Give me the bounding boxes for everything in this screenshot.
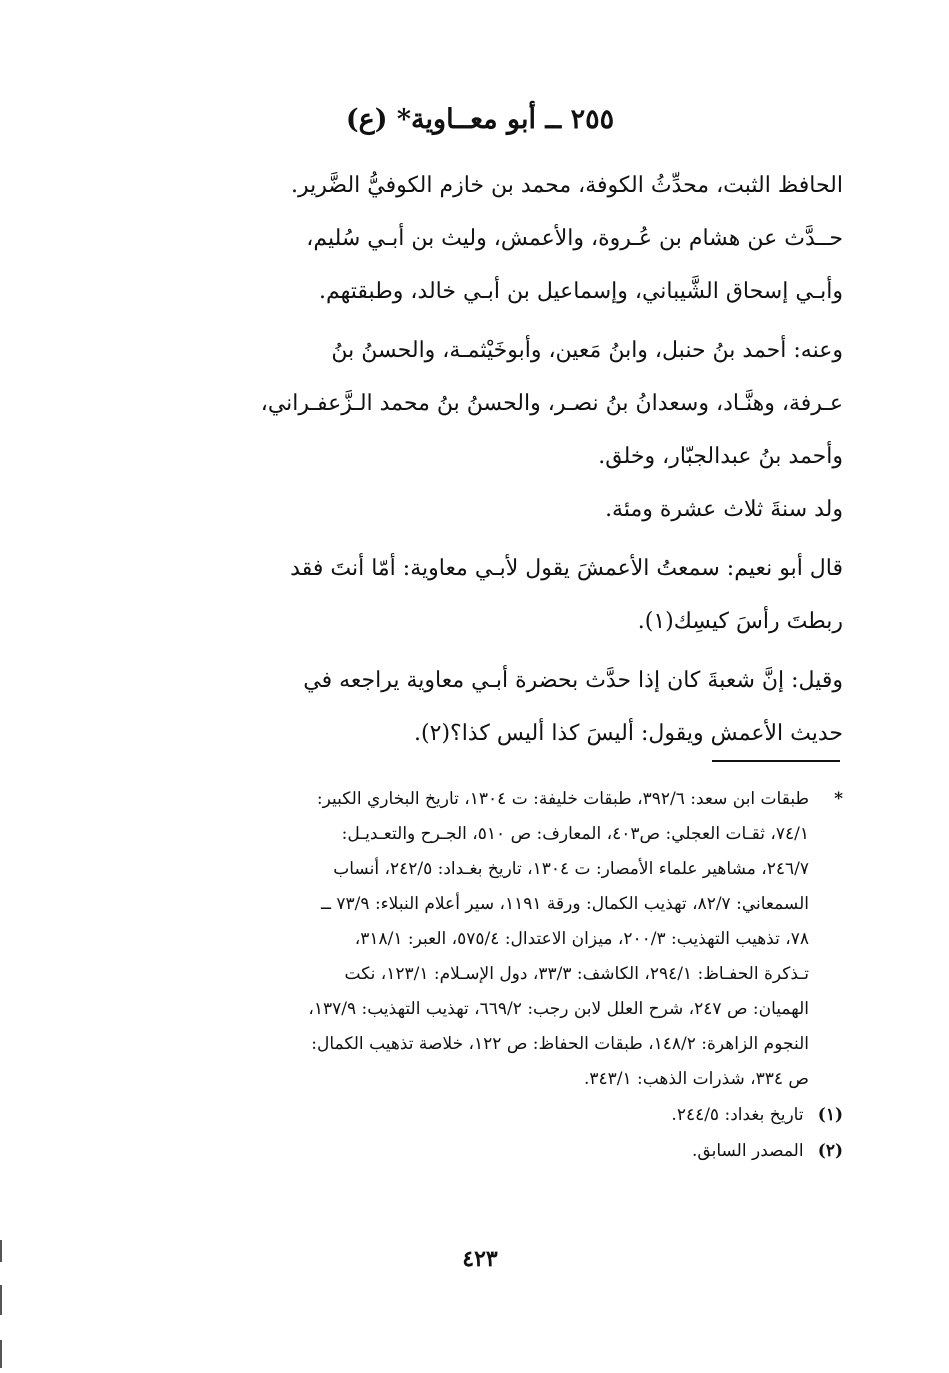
scan-edge-mark (0, 1240, 2, 1262)
text-line: قال أبو نعيم: سمعتُ الأعمشَ يقول لأبـي معاوية: أمّا أنتَ فقد (290, 556, 843, 581)
text-line: عـرفة، وهنَّـاد، وسعدانُ بنُ نصـر، والحسنُ بنُ محمد الـزَّعفـراني، (260, 391, 843, 416)
source-line: النجوم الزاهرة: ١٤٨/٢، طبقات الحفاظ: ص ١٢٢، خلاصة تذهيب الكمال: (311, 1034, 809, 1054)
footnote-text: تاريخ بغداد: ٢٤٤/٥. (671, 1105, 804, 1125)
text-line: وقيل: إنَّ شعبةَ كان إذا حدَّث بحضرة أبـي معاوية يراجعه في (303, 668, 843, 693)
paragraph-shuba (113, 654, 843, 760)
text-line: الحافظ الثبت، محدِّثُ الكوفة، محمد بن خازم الكوفيُّ الضَّرير. (291, 173, 843, 198)
asterisk-marker: * (834, 789, 843, 809)
paragraph-birth (113, 483, 843, 536)
paragraph-description (113, 159, 843, 212)
source-line: ٧٨، تذهيب التهذيب: ٢٠٠/٣، ميزان الاعتدال: ٥٧٥/٤، العبر: ٣١٨/١، (354, 929, 809, 949)
text-line: وأحمد بنُ عبدالجبّار، وخلق. (598, 444, 843, 469)
footnotes (101, 782, 843, 1169)
source-line: ٧٤/١، ثقـات العجلي: ص٤٠٣، المعارف: ص ٥١٠، الجـرح والتعـديـل: (341, 824, 809, 844)
footnote-divider (712, 760, 840, 762)
source-line: ٢٤٦/٧، مشاهير علماء الأمصار: ت ١٣٠٤، تاريخ بغـداد: ٢٤٢/٥، أنساب (333, 859, 809, 879)
footnote-number: (٢) (817, 1141, 843, 1161)
footnote-number: (١) (817, 1105, 843, 1125)
source-line (101, 782, 843, 817)
text-line: ولد سنةَ ثلاث عشرة ومئة. (605, 497, 843, 522)
text-line: حديث الأعمش ويقول: أليسَ كذا أليس كذا؟(٢). (414, 721, 843, 746)
source-text: طبقات ابن سعد: ٣٩٢/٦، طبقات خليفة: ت ١٣٠٤، تاريخ البخاري الكبير: (316, 789, 809, 809)
text-line: وعنه: أحمد بنُ حنبل، وابنُ مَعين، وأبوخَيْثمـة، والحسنُ بنُ (331, 338, 843, 363)
text-line: وأبـي إسحاق الشَّيباني، وإسماعيل بن أبـي خالد، وطبقتهم. (319, 279, 843, 304)
paragraph-students (113, 324, 843, 483)
paragraph-abu-nuaim (113, 542, 843, 648)
source-line: ص ٣٣٤، شذرات الذهب: ٣٤٣/١. (583, 1069, 809, 1089)
footnote-1 (101, 1097, 843, 1133)
text-line: ربطتَ رأسَ كيسِك(١). (637, 609, 843, 634)
source-line: الهميان: ص ٢٤٧، شرح العلل لابن رجب: ٦٦٩/٢، تهذيب التهذيب: ١٣٧/٩، (308, 999, 809, 1019)
source-line: تـذكرة الحفـاظ: ٢٩٤/١، الكاشف: ٣٣/٣، دول الإسـلام: ١٢٣/١، نكت (344, 964, 809, 984)
scan-edge-mark (0, 1285, 2, 1315)
entry-body (113, 159, 843, 760)
entry-heading: ٢٥٥ ــ أبو معــاوية* (ع) (345, 104, 615, 135)
scan-edge-mark (0, 1340, 2, 1368)
footnote-text: المصدر السابق. (692, 1141, 804, 1161)
source-line: السمعاني: ٨٢/٧، تهذيب الكمال: ورقة ١١٩١، سير أعلام النبلاء: ٧٣/٩ ــ (321, 894, 809, 914)
text-line: حــدَّث عن هشام بن عُـروة، والأعمش، وليث بن أبـي سُليم، (306, 226, 843, 251)
page-number: ٤٢٣ (462, 1246, 498, 1272)
sources-footnote (101, 782, 843, 1097)
footnote-2 (101, 1133, 843, 1169)
paragraph-teachers (113, 212, 843, 318)
